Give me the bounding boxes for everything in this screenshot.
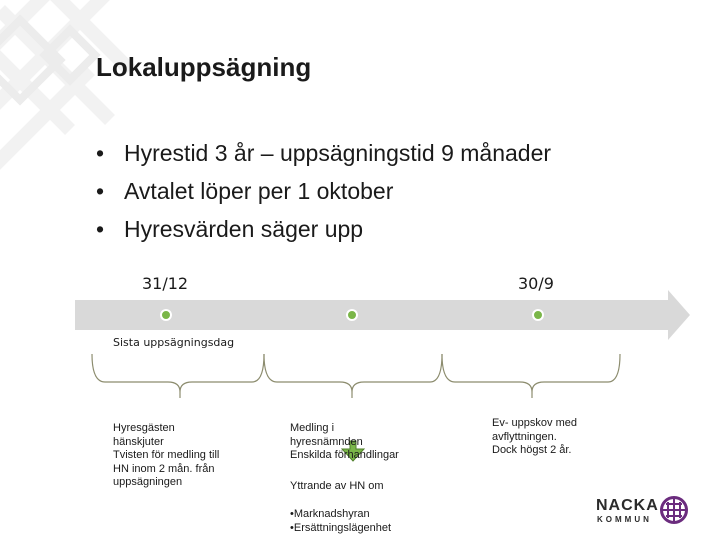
logo-text-kommun: KOMMUN [597, 515, 652, 524]
bracket-middle [264, 354, 442, 392]
note-middle-list: •Marknadshyran •Ersättningslägenhet [290, 508, 392, 534]
note-middle-top: Medling i hyresnämnden Enskilda förhandlingar [290, 422, 399, 461]
slide-title: Lokaluppsägning [96, 52, 312, 82]
bullet-dot: • [96, 140, 105, 166]
timeline-marker-middle [347, 310, 357, 320]
bullet-text: Avtalet löper per 1 oktober [124, 178, 394, 204]
bullet-dot: • [96, 178, 105, 204]
logo-text-nacka: NACKA [596, 497, 659, 514]
timeline-start-date: 31/12 [142, 274, 189, 293]
note-right: Ev- uppskov med avflyttningen. Dock högst 2 år. [492, 417, 577, 456]
note-middle-yttrande: Yttrande av HN om [290, 480, 384, 492]
bullet-dot: • [96, 216, 105, 242]
bullet-text: Hyresvärden säger upp [124, 216, 364, 242]
timeline-end-date: 30/9 [518, 274, 554, 293]
bracket-right [442, 354, 620, 392]
bracket-left [92, 354, 264, 392]
nacka-logo-icon [660, 496, 688, 524]
timeline-marker-end [533, 310, 543, 320]
bullet-text: Hyrestid 3 år – uppsägningstid 9 månader [124, 140, 552, 166]
note-left: Hyresgästen hänskjuter Tvisten för medling till HN inom 2 mån. från uppsägningen [113, 422, 220, 488]
timeline-marker-start [161, 310, 171, 320]
start-label: Sista uppsägningsdag [113, 336, 235, 349]
